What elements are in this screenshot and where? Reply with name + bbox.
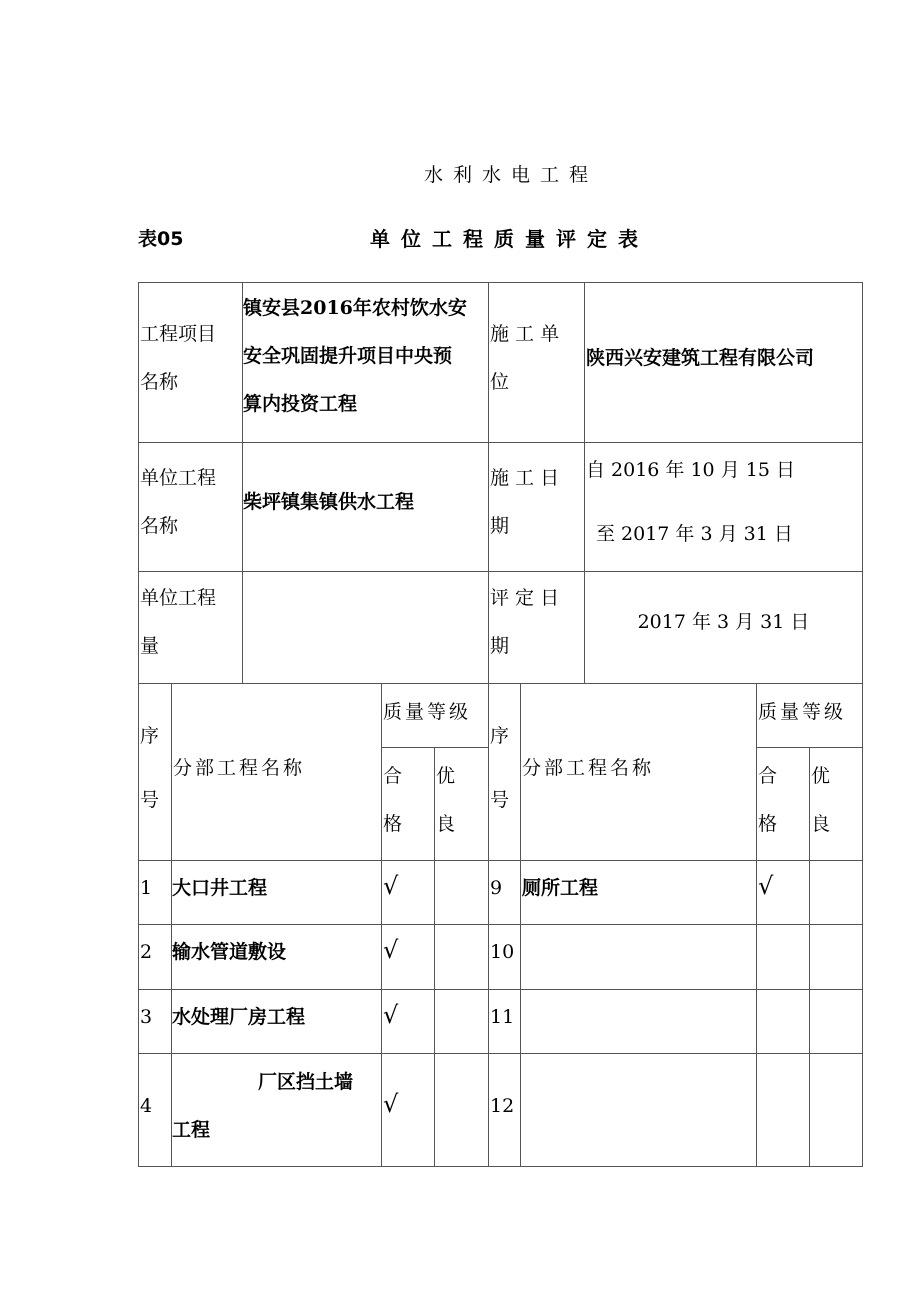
label-line: 施 工 单 xyxy=(490,323,560,345)
label-line: 号 xyxy=(490,789,510,811)
row-name: 大口井工程 xyxy=(172,877,268,899)
label-line: 良 xyxy=(811,813,831,835)
divider xyxy=(138,1053,863,1054)
pass-header xyxy=(383,752,402,848)
row-seq: 2 xyxy=(140,941,153,963)
row-seq: 11 xyxy=(490,1006,515,1028)
divider xyxy=(809,747,810,1167)
table-number: 表05 xyxy=(138,228,184,250)
value-line: 镇安县2016年农村饮水安 xyxy=(243,297,467,319)
divider xyxy=(138,282,139,1167)
excellent-header-right xyxy=(811,752,830,848)
label-line: 施 工 日 xyxy=(490,467,560,489)
check-icon: √ xyxy=(383,1001,399,1029)
label-line: 期 xyxy=(490,635,510,657)
check-icon: √ xyxy=(758,872,774,900)
divider xyxy=(862,282,863,1167)
contractor-label xyxy=(490,310,559,406)
label-line: 名称 xyxy=(140,515,179,537)
label-line: 评 定 日 xyxy=(490,587,560,609)
unit-name-label xyxy=(140,454,216,550)
divider xyxy=(138,924,863,925)
divider xyxy=(138,989,863,990)
divider xyxy=(381,683,382,1167)
label-line: 位 xyxy=(490,371,510,393)
label-line: 合 xyxy=(758,765,778,787)
name-line: 工程 xyxy=(172,1119,211,1141)
eval-date-value: 2017 年 3 月 31 日 xyxy=(637,611,810,633)
divider xyxy=(138,442,863,443)
name-header: 分部工程名称 xyxy=(173,757,306,779)
check-icon: √ xyxy=(383,1090,399,1118)
label-line: 单位工程 xyxy=(140,587,217,609)
label-line: 优 xyxy=(811,765,831,787)
name-line: 厂区挡土墙 xyxy=(258,1071,354,1093)
category-header: 水利水电工程 xyxy=(423,164,598,186)
row-name: 输水管道敷设 xyxy=(172,941,287,963)
label-line: 格 xyxy=(383,813,403,835)
label-line: 优 xyxy=(436,765,456,787)
row-seq: 1 xyxy=(140,877,153,899)
label-line: 序 xyxy=(490,725,510,747)
label-line: 单位工程 xyxy=(140,467,217,489)
label-line: 序 xyxy=(140,725,160,747)
divider xyxy=(488,282,489,1167)
page-title: 单位工程质量评定表 xyxy=(370,227,649,251)
name-header-right: 分部工程名称 xyxy=(522,757,655,779)
row-seq: 12 xyxy=(490,1095,515,1117)
contractor-value: 陕西兴安建筑工程有限公司 xyxy=(586,347,815,369)
label-line: 量 xyxy=(140,635,160,657)
unit-quantity-label xyxy=(140,574,216,670)
seq-header-right xyxy=(490,712,509,824)
row-seq: 4 xyxy=(140,1095,153,1117)
check-icon: √ xyxy=(383,872,399,900)
grade-header-right: 质量等级 xyxy=(758,701,847,723)
excellent-header xyxy=(436,752,455,848)
project-name-value xyxy=(243,284,488,428)
divider xyxy=(138,282,863,283)
label-line: 号 xyxy=(140,789,160,811)
value-line: 算内投资工程 xyxy=(243,393,358,415)
label-line: 格 xyxy=(758,813,778,835)
divider xyxy=(520,683,521,1167)
label-line: 工程项目 xyxy=(140,323,217,345)
pass-header-right xyxy=(758,752,777,848)
row-name: 水处理厂房工程 xyxy=(172,1006,306,1028)
label-line: 合 xyxy=(383,765,403,787)
eval-date-label xyxy=(490,574,559,670)
divider xyxy=(434,747,435,1167)
row-name xyxy=(172,1058,353,1154)
label-line: 期 xyxy=(490,515,510,537)
row-seq: 10 xyxy=(490,941,515,963)
check-icon: √ xyxy=(383,936,399,964)
row-seq: 9 xyxy=(490,877,503,899)
construction-date-label xyxy=(490,454,559,550)
construction-to: 至 2017 年 3 月 31 日 xyxy=(596,523,793,545)
value-line: 安全巩固提升项目中央预 xyxy=(243,345,453,367)
label-line: 良 xyxy=(436,813,456,835)
label-line: 名称 xyxy=(140,371,179,393)
divider xyxy=(756,683,757,1167)
row-seq: 3 xyxy=(140,1006,153,1028)
construction-from: 自 2016 年 10 月 15 日 xyxy=(586,459,795,481)
project-name-label xyxy=(140,310,216,406)
divider xyxy=(138,1166,863,1167)
seq-header xyxy=(140,712,159,824)
divider xyxy=(138,860,863,861)
divider xyxy=(138,683,863,684)
unit-name-value: 柴坪镇集镇供水工程 xyxy=(243,491,415,513)
grade-header: 质量等级 xyxy=(383,701,472,723)
row-name: 厕所工程 xyxy=(522,877,599,899)
divider xyxy=(138,571,863,572)
